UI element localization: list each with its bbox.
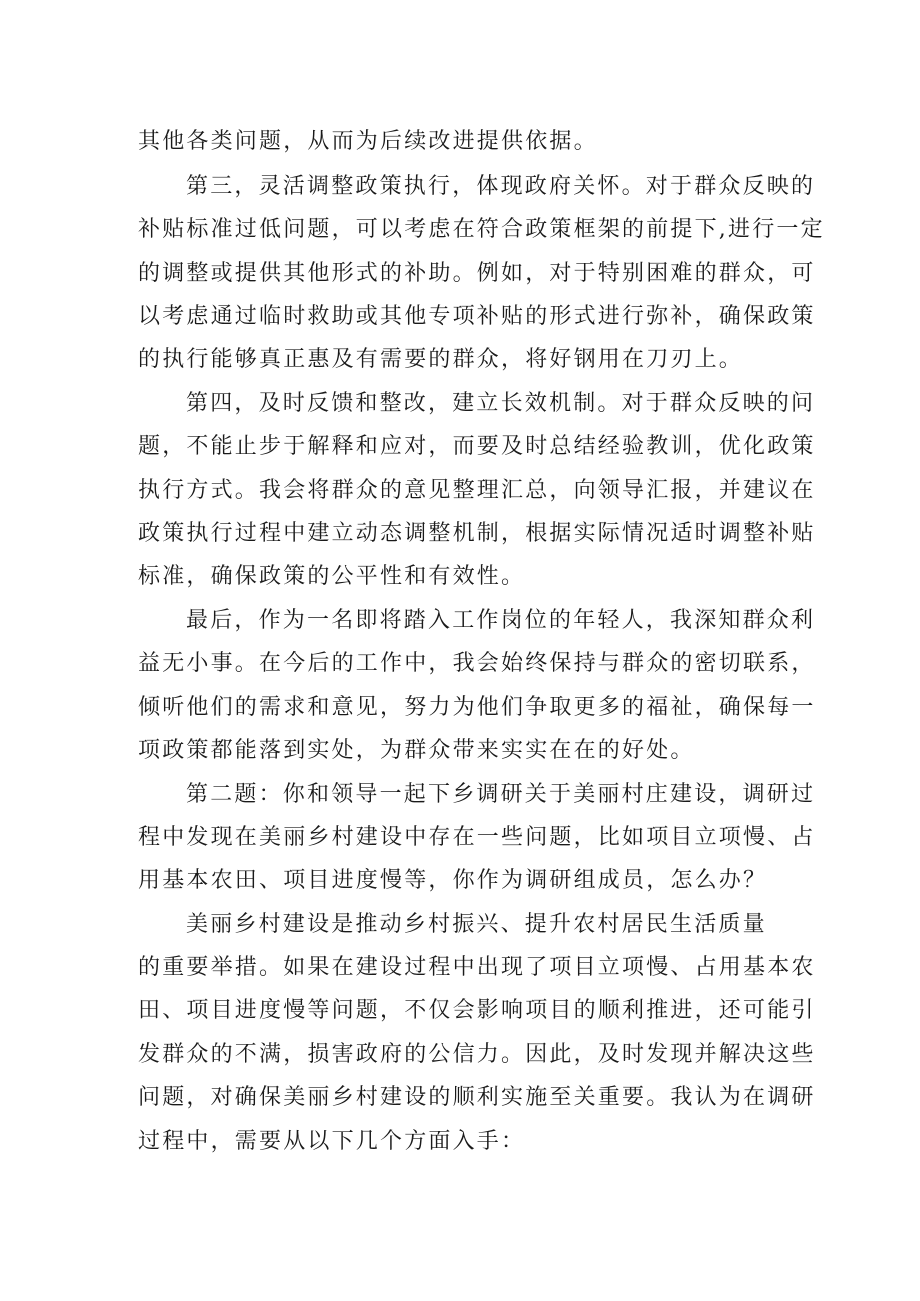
paragraph-heading-fourth: 第四，及时反馈和整改，建立长效机制。对于群众反映的问 xyxy=(186,391,816,416)
text-line: 的重要举措。如果在建设过程中出现了项目立项慢、占用基本农 xyxy=(138,955,816,980)
text-line: 题，不能止步于解释和应对，而要及时总结经验教训，优化政策 xyxy=(138,434,816,459)
text-line: 补贴标准过低问题，可以考虑在符合政策框架的前提下,进行一定 xyxy=(138,217,825,242)
text-line: 益无小事。在今后的工作中，我会始终保持与群众的密切联系， xyxy=(138,651,816,676)
text-line: 项政策都能落到实处，为群众带来实实在在的好处。 xyxy=(138,738,695,763)
answer-intro: 美丽乡村建设是推动乡村振兴、提升农村居民生活质量 xyxy=(186,912,767,937)
text-line: 发群众的不满，损害政府的公信力。因此，及时发现并解决这些 xyxy=(138,1042,816,1067)
text-line: 的执行能够真正惠及有需要的群众，将好钢用在刀刃上。 xyxy=(138,347,744,372)
text-line: 其他各类问题，从而为后续改进提供依据。 xyxy=(138,129,598,154)
text-line: 的调整或提供其他形式的补助。例如，对于特别困难的群众，可 xyxy=(138,261,816,286)
text-line: 以考虑通过临时救助或其他专项补贴的形式进行弥补，确保政策 xyxy=(138,304,816,329)
text-line: 田、项目进度慢等问题，不仅会影响项目的顺利推进，还可能引 xyxy=(138,998,816,1023)
text-line: 用基本农田、项目进度慢等，你作为调研组成员，怎么办？ xyxy=(138,868,768,893)
paragraph-heading-third: 第三，灵活调整政策执行，体现政府关怀。对于群众反映的 xyxy=(186,174,816,199)
question-two-heading: 第二题：你和领导一起下乡调研关于美丽村庄建设，调研过 xyxy=(186,782,816,807)
text-line: 倾听他们的需求和意见，努力为他们争取更多的福祉，确保每一 xyxy=(138,695,816,720)
paragraph-heading-finally: 最后，作为一名即将踏入工作岗位的年轻人，我深知群众利 xyxy=(186,608,816,633)
text-line: 程中发现在美丽乡村建设中存在一些问题，比如项目立项慢、占 xyxy=(138,825,816,850)
text-line: 政策执行过程中建立动态调整机制，根据实际情况适时调整补贴 xyxy=(138,521,816,546)
text-line: 执行方式。我会将群众的意见整理汇总，向领导汇报，并建议在 xyxy=(138,478,816,503)
text-line: 问题，对确保美丽乡村建设的顺利实施至关重要。我认为在调研 xyxy=(138,1085,816,1110)
text-line: 标准，确保政策的公平性和有效性。 xyxy=(138,564,526,589)
text-line: 过程中，需要从以下几个方面入手： xyxy=(138,1129,526,1154)
